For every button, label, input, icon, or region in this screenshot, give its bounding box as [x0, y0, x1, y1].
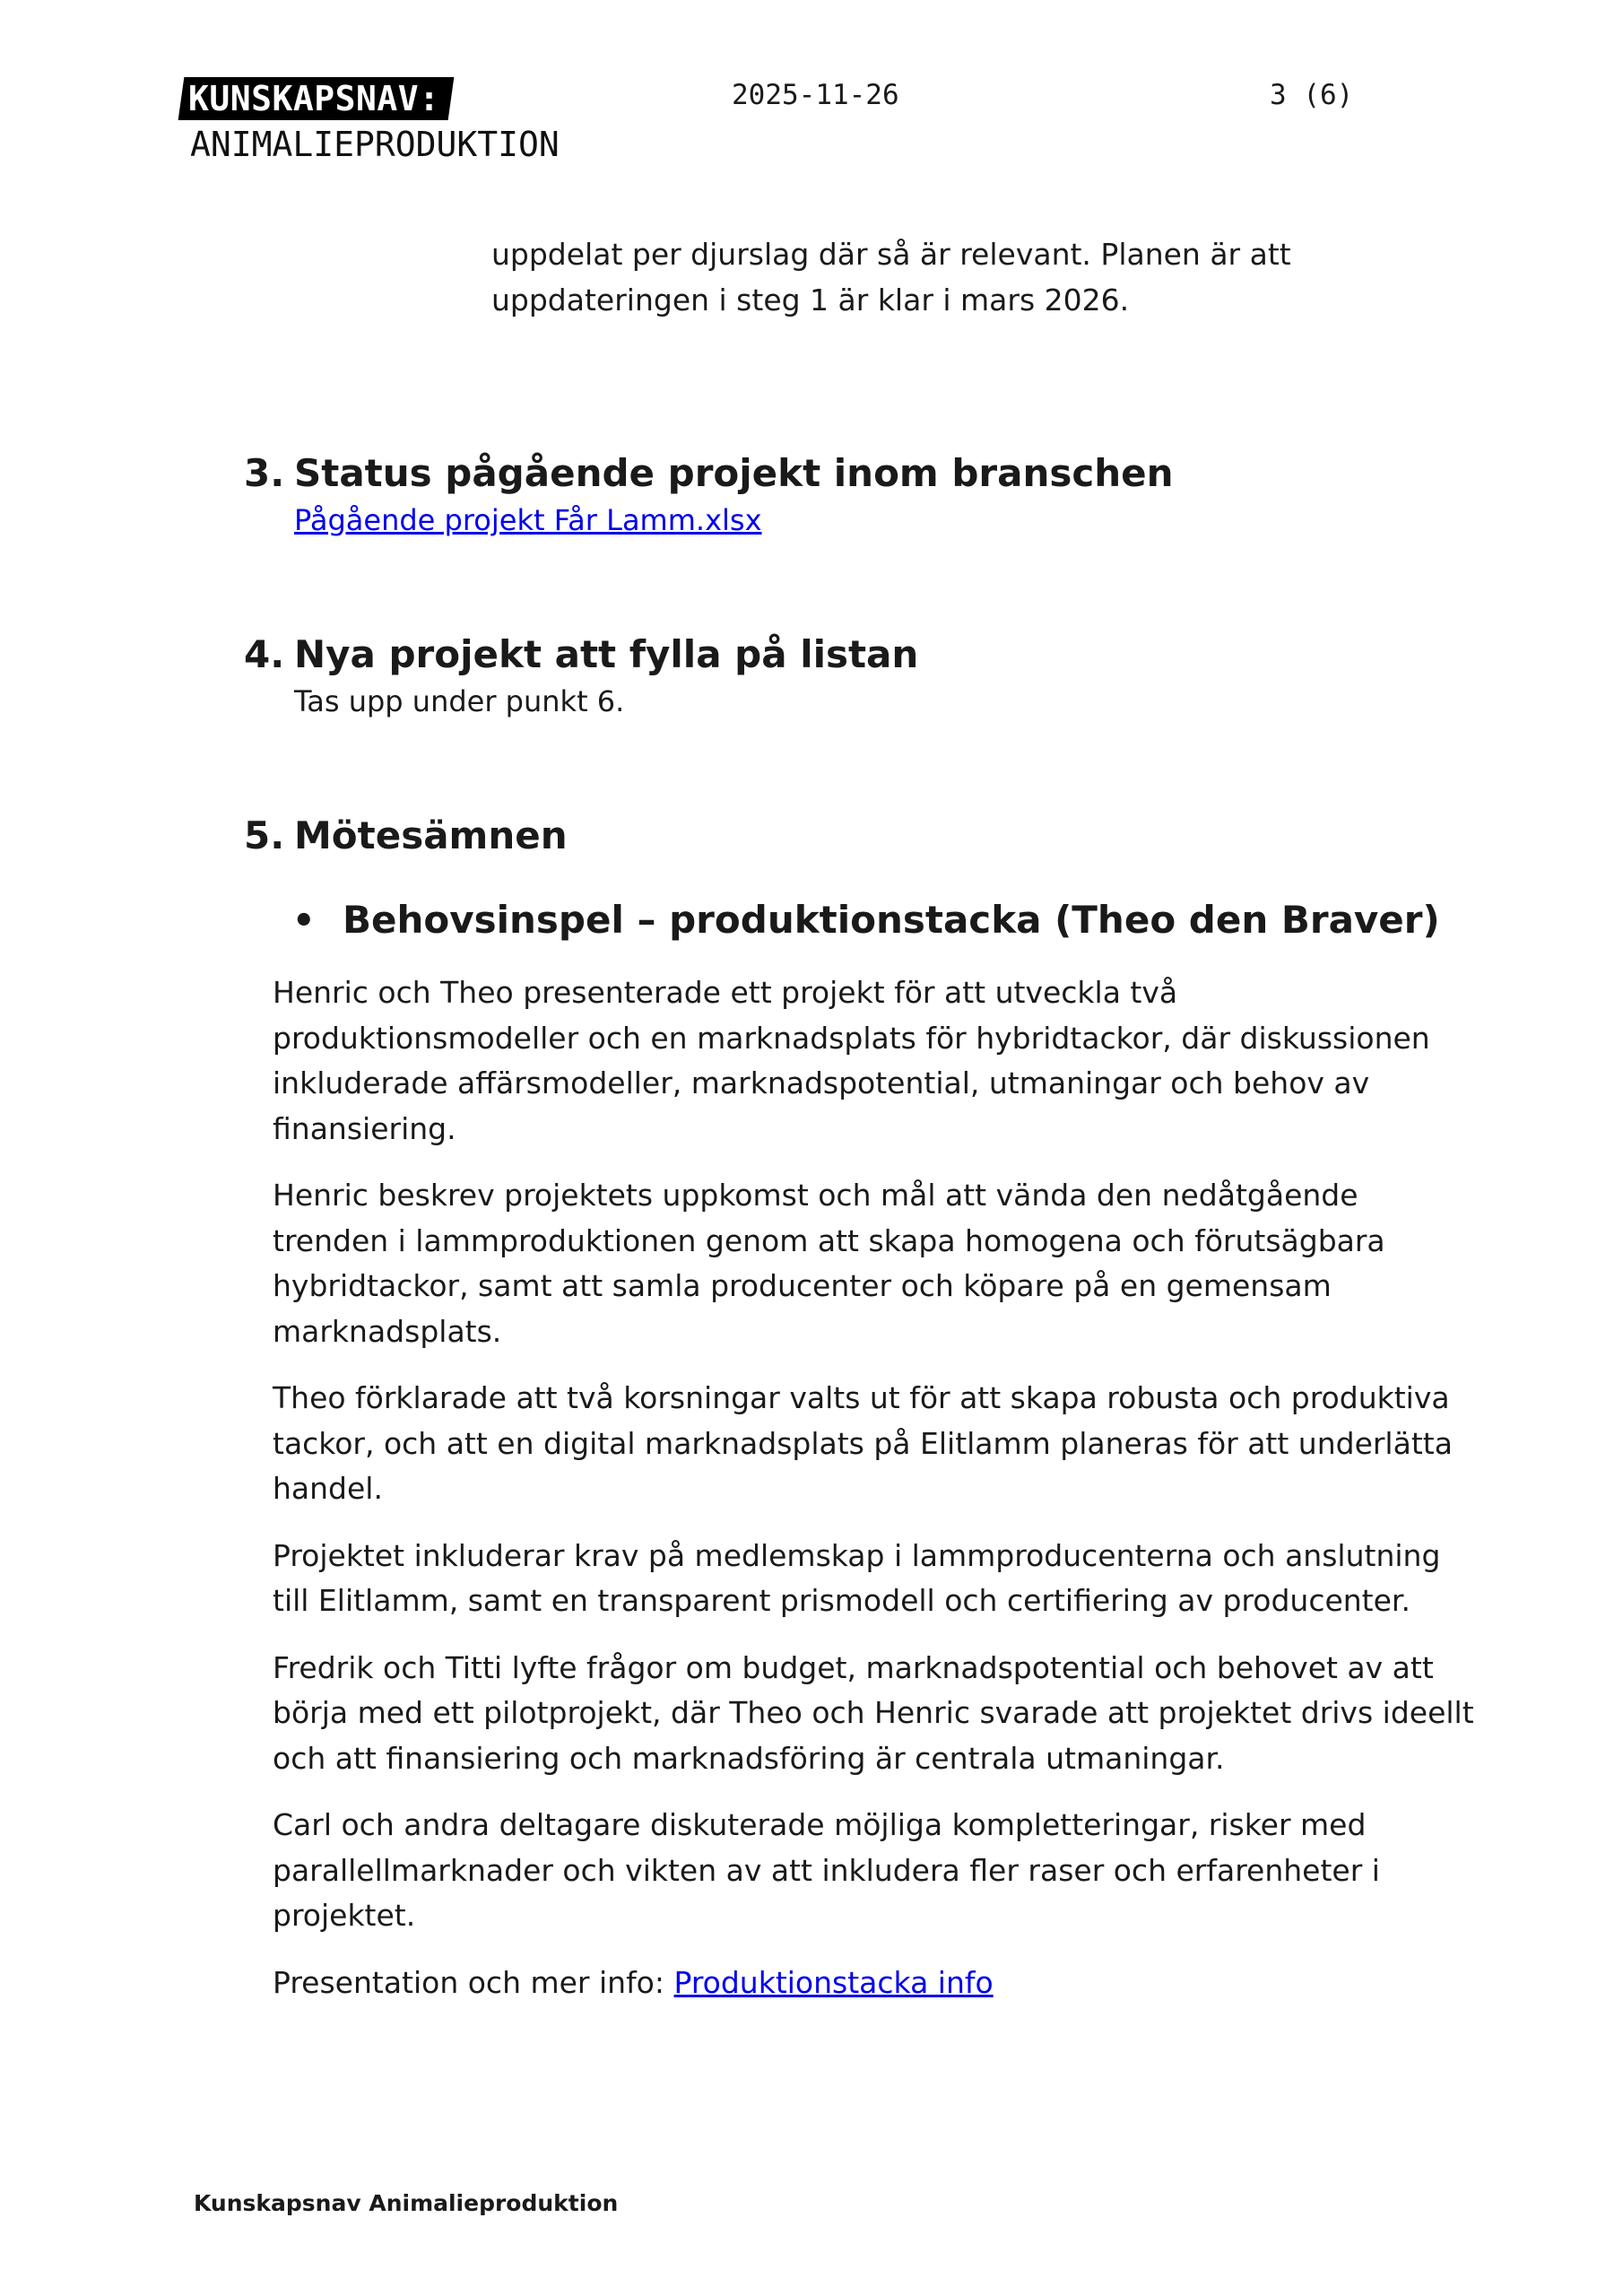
- page-footer: Kunskapsnav Animalieproduktion: [194, 2190, 619, 2216]
- section-5-heading: 5. Mötesämnen: [244, 813, 568, 857]
- section-3: [244, 448, 1174, 542]
- topic-heading: • Behovsinspel – produktionstacka (Theo den Braver): [292, 895, 1440, 946]
- section-3-heading: 3. Status pågående projekt inom branschen: [244, 451, 1174, 495]
- section-5: [244, 811, 568, 861]
- logo-subtitle: ANIMALIEPRODUKTION: [190, 125, 560, 164]
- logo: [181, 77, 560, 167]
- paragraph: Henric beskrev projektets uppkomst och mål att vända den nedåtgående trenden i lammproduktionen genom att skapa homogena och förutsägbara hybridtackor, samt att samla producenter och köpare på en gemensam marknadsplats.: [273, 1178, 1385, 1349]
- projects-spreadsheet-link[interactable]: Pågående projekt Får Lamm.xlsx: [294, 503, 762, 537]
- paragraph: Carl och andra deltagare diskuterade möjliga kompletteringar, risker med parallellmarknader och vikten av att inkludera fler raser och erfarenheter i projektet.: [273, 1807, 1380, 1933]
- paragraph: Theo förklarade att två korsningar valts ut för att skapa robusta och produktiva tackor, och att en digital marknadsplats på Elitlamm planeras för att underlätta handel.: [273, 1380, 1453, 1506]
- document-date: 2025-11-26: [732, 79, 899, 111]
- info-label: Presentation och mer info:: [273, 1964, 664, 2000]
- paragraph: Henric och Theo presenterade ett projekt för att utveckla två produktionsmodeller och en marknadsplats för hybridtackor, där diskussionen inkluderade affärsmodeller, marknadspotential, utmaningar och behov av finansiering.: [273, 975, 1430, 1146]
- production-ewe-info-link[interactable]: Produktionstacka info: [673, 1964, 994, 2000]
- bullet-icon: •: [292, 900, 316, 942]
- continued-paragraph: uppdelat per djurslag där så är relevant. Planen är att uppdateringen i steg 1 är klar i mars 2026.: [491, 237, 1291, 317]
- section-4: [244, 630, 918, 723]
- logo-wordmark: KUNSKAPSNAV:: [178, 77, 454, 120]
- paragraph: Projektet inkluderar krav på medlemskap i lammproducenterna och anslutning till Elitlamm, samt en transparent prismodell och certifiering av producenter.: [273, 1537, 1441, 1618]
- info-paragraph: [273, 1961, 1474, 2006]
- topic-body: [273, 970, 1474, 2027]
- section-4-heading: 4. Nya projekt att fylla på listan: [244, 632, 919, 676]
- section-4-text: Tas upp under punkt 6.: [294, 684, 625, 718]
- paragraph: Fredrik och Titti lyfte frågor om budget, marknadspotential och behovet av att börja med ett pilotprojekt, där Theo och Henric svarade att projektet drivs ideellt och att finansiering och marknadsföring är centrala utmaningar.: [273, 1649, 1474, 1776]
- page-number: 3 (6): [1270, 79, 1354, 111]
